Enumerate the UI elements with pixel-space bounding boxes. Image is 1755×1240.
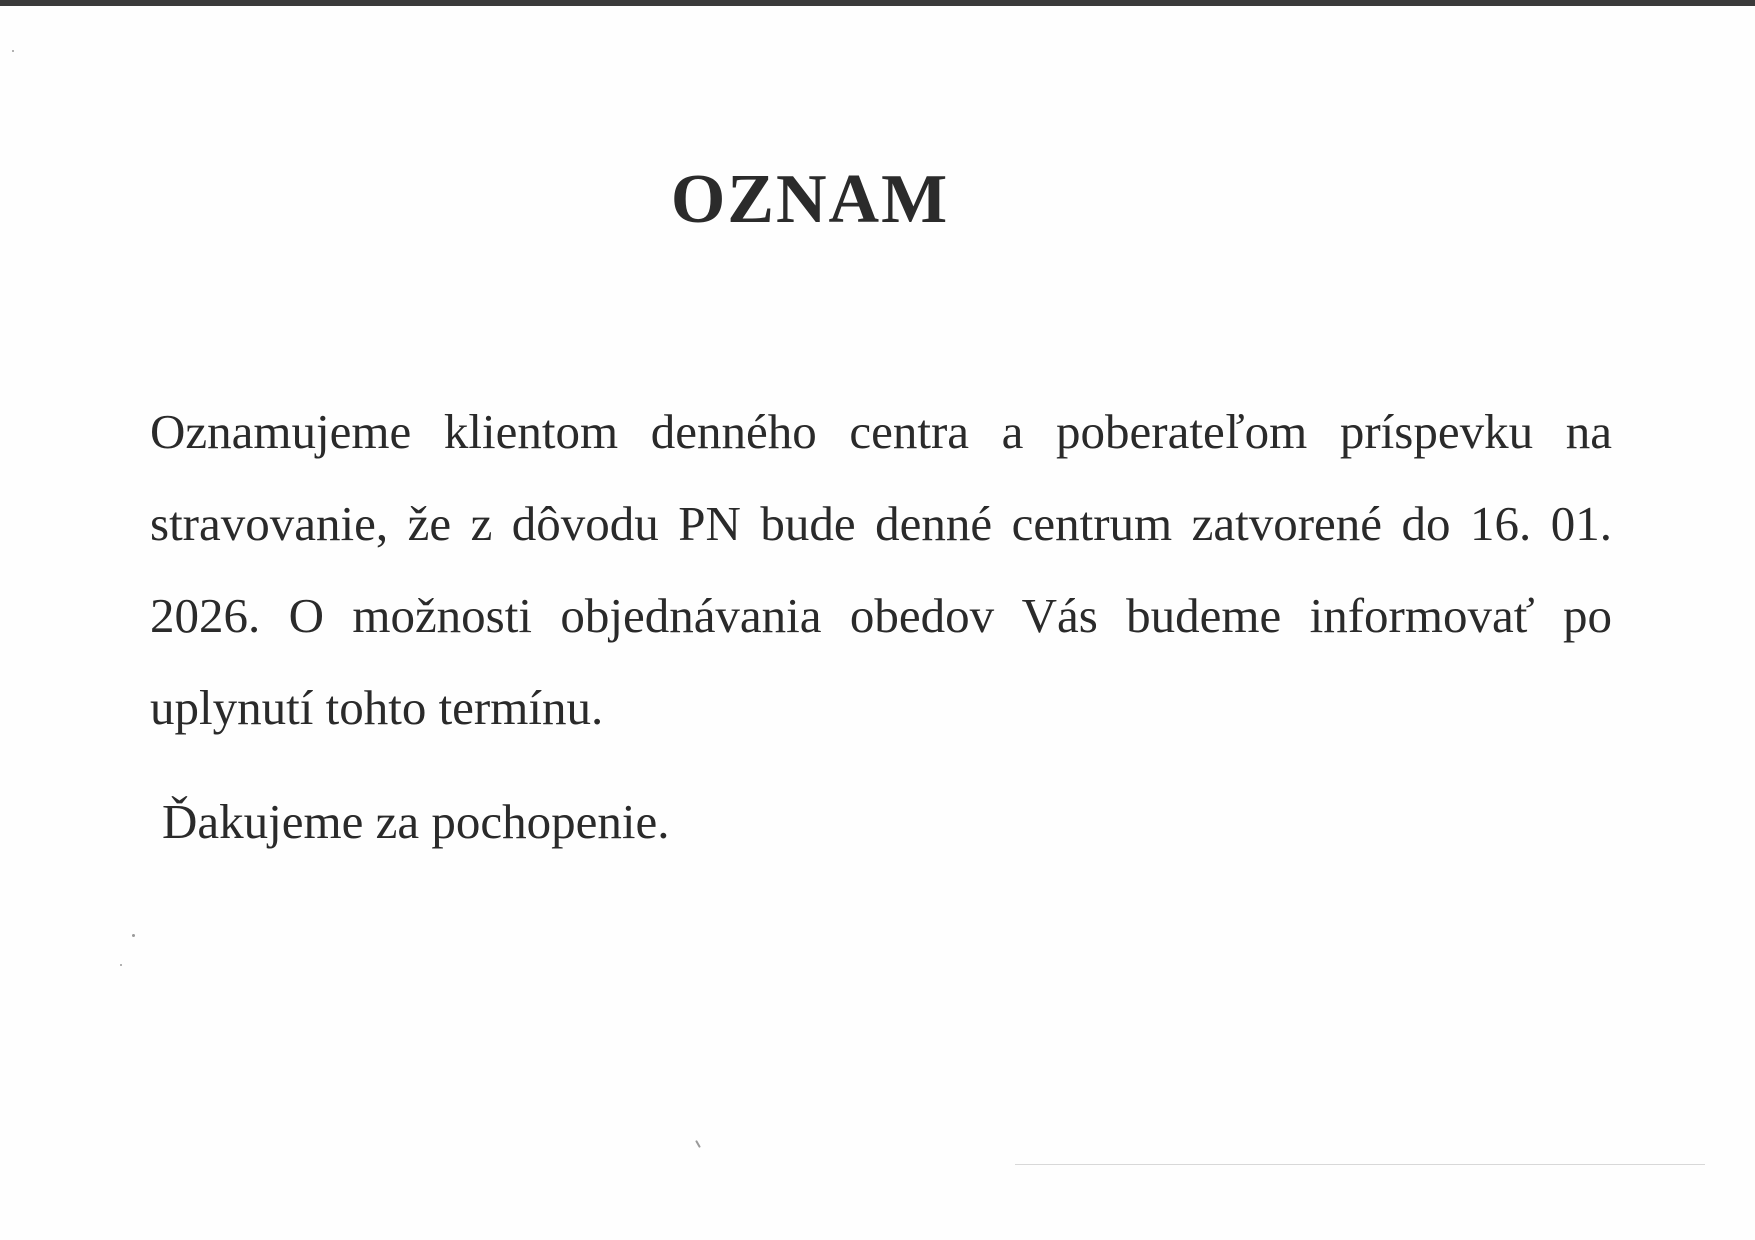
scan-top-edge [0, 0, 1755, 6]
scan-artifact-line [1015, 1164, 1705, 1165]
scan-speck [695, 1140, 701, 1148]
scan-speck [120, 964, 122, 966]
scan-speck [12, 50, 14, 52]
notice-title: OZNAM [670, 161, 950, 238]
notice-closing: Ďakujeme za pochopenie. [162, 794, 670, 849]
notice-body: Oznamujeme klientom denného centra a poberateľom príspevku na stravovanie, že z dôvodu PN bude denné centrum zatvorené do 16. 01. 2026. O možnosti objednávania obedov Vás budeme informovať po uplynutí tohto termínu. [150, 404, 1612, 735]
scan-speck [132, 934, 135, 937]
